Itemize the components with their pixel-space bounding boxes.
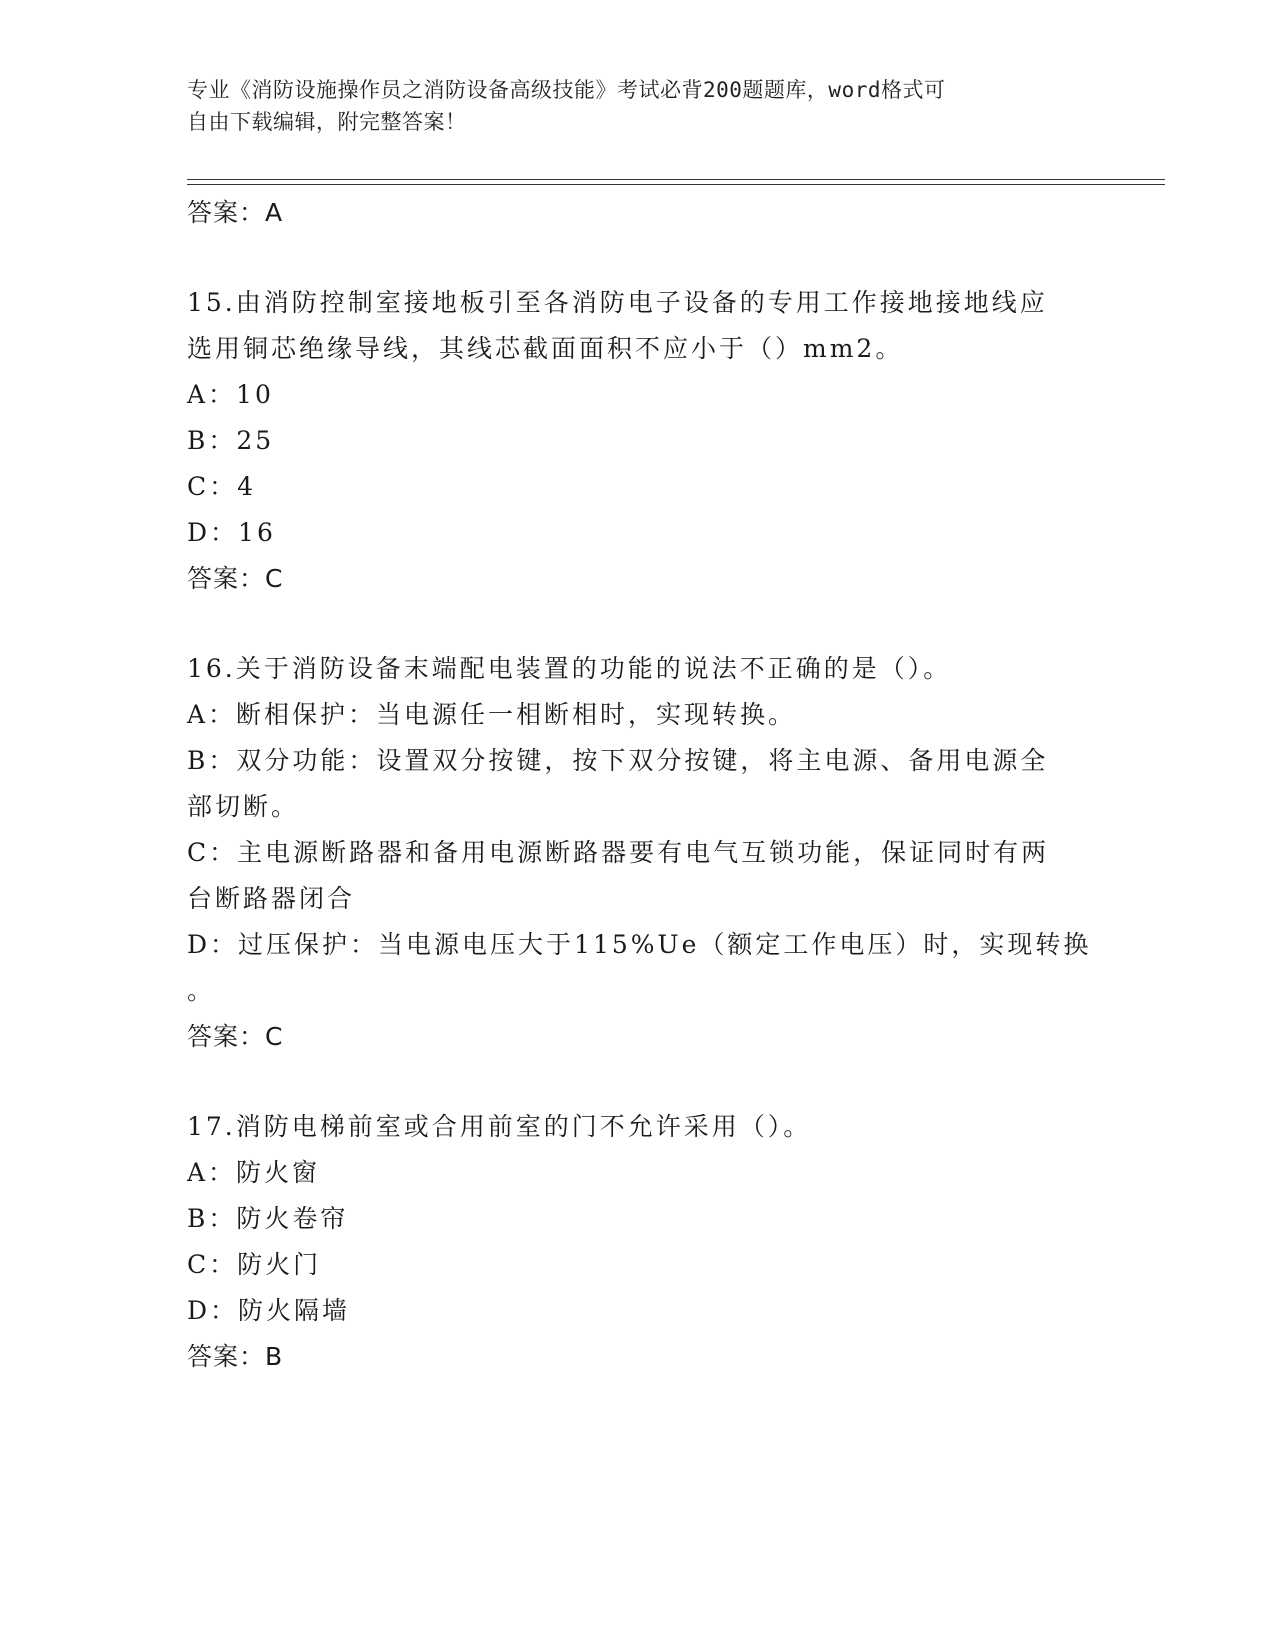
answer: 答案：C	[187, 564, 284, 593]
option-b-line-1: B：双分功能：设置双分按键，按下双分按键，将主电源、备用电源全	[187, 746, 1049, 775]
header-line-1: 专业《消防设施操作员之消防设备高级技能》考试必背200题题库，word格式可	[187, 78, 946, 102]
question-stem-line: 16.关于消防设备末端配电装置的功能的说法不正确的是（）。	[187, 654, 952, 683]
option-a: A：防火窗	[187, 1158, 321, 1187]
option-c-line-1: C：主电源断路器和备用电源断路器要有电气互锁功能，保证同时有两	[187, 838, 1050, 867]
option-d: D：16	[187, 518, 276, 547]
header-divider-top	[187, 179, 1165, 180]
option-a: A：断相保护：当电源任一相断相时，实现转换。	[187, 700, 797, 729]
spacer	[187, 236, 1087, 280]
spacer	[187, 602, 1087, 646]
answer: 答案：C	[187, 1022, 284, 1051]
option-b: B：防火卷帘	[187, 1204, 349, 1233]
option-d: D：防火隔墙	[187, 1296, 351, 1325]
option-a: A：10	[187, 380, 274, 409]
spacer	[187, 1060, 1087, 1104]
header-divider-bottom	[187, 184, 1165, 185]
document-body	[187, 190, 1092, 1380]
option-d-line-1: D：过压保护：当电源电压大于115%Ue（额定工作电压）时，实现转换	[187, 930, 1092, 959]
option-c: C：防火门	[187, 1250, 322, 1279]
document-header	[187, 74, 1087, 138]
option-b-line-2: 部切断。	[187, 792, 300, 821]
option-b: B：25	[187, 426, 275, 455]
previous-answer: 答案：A	[187, 198, 284, 227]
option-c: C：4	[187, 472, 257, 501]
question-16	[187, 646, 1092, 1060]
question-stem-line: 15.由消防控制室接地板引至各消防电子设备的专用工作接地接地线应	[187, 288, 1048, 317]
question-stem-line: 选用铜芯绝缘导线，其线芯截面面积不应小于（）mm2。	[187, 334, 904, 363]
option-d-line-2: 。	[187, 976, 216, 1005]
option-c-line-2: 台断路器闭合	[187, 884, 356, 913]
question-15	[187, 280, 1087, 602]
question-17	[187, 1104, 1087, 1380]
question-stem-line: 17.消防电梯前室或合用前室的门不允许采用（）。	[187, 1112, 812, 1141]
header-line-2: 自由下载编辑，附完整答案！	[187, 110, 467, 134]
answer: 答案：B	[187, 1342, 284, 1371]
